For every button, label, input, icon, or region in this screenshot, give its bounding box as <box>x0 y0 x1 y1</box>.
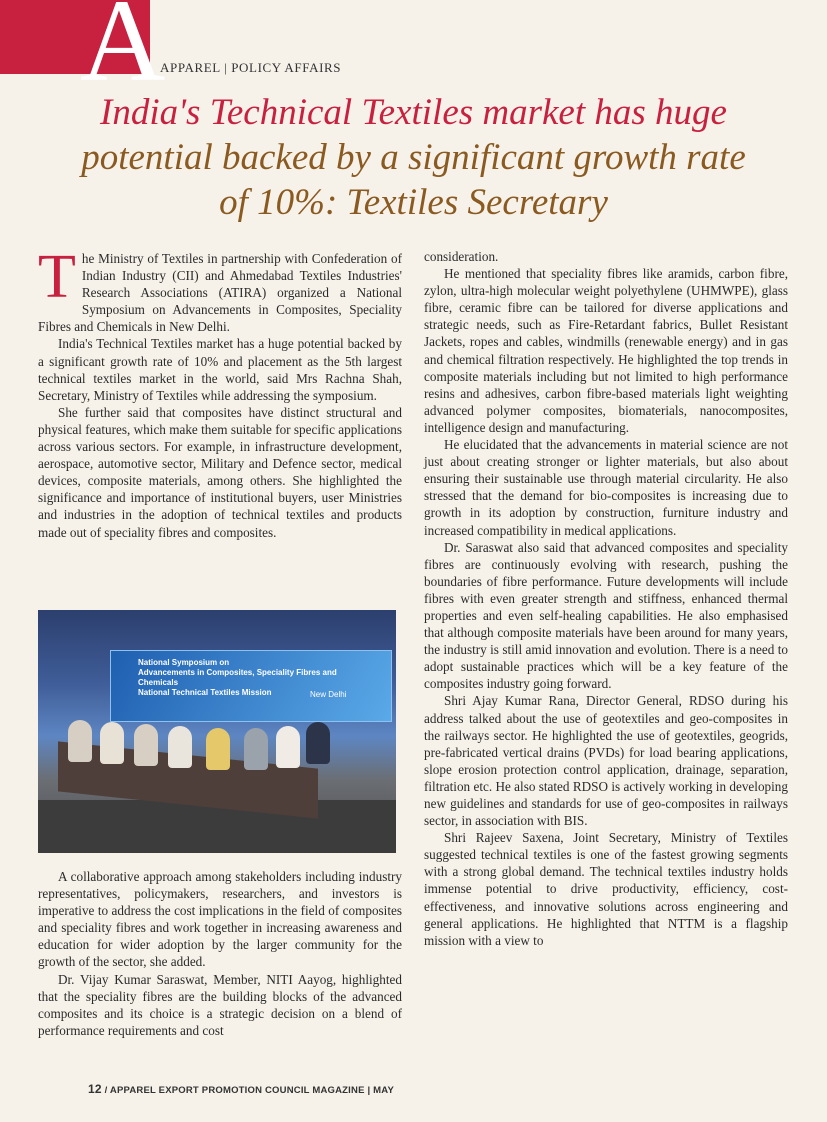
paragraph: He elucidated that the advancements in material science are not just about creating stronger or lighter materials, but also about ensuring their sustainable use through material circularity. He also stressed that the demand for bio-composites is increasing due to growth in its adoption by construction, furniture industry and increased compatibility in medical applications. <box>424 437 788 538</box>
panelist <box>206 728 230 770</box>
headline-line-1: India's Technical Textiles market has huge <box>100 92 727 133</box>
section-label: APPAREL | POLICY AFFAIRS <box>160 60 342 75</box>
drop-cap: T <box>38 243 76 311</box>
banner-line-1: National Symposium on <box>138 658 230 667</box>
article-column-left <box>38 243 402 541</box>
panelist <box>244 728 268 770</box>
section-letter: A <box>80 0 166 106</box>
paragraph: Shri Ajay Kumar Rana, Director General, RDSO during his address talked about the use of geotextiles and geo-composites in the railways sector. He highlighted the use of geotextiles, geogrids, pre-fabricated vertical drains (PVDs) for load bearing applications, slope erosion protection control application, drainage, separation, filtration etc. He also stated RDSO is actively working in developing new guidelines and standards for use of geo-composites in railways sector, in association with BIS. <box>424 693 788 829</box>
headline-line-2: potential backed by a significant growth rate <box>81 137 746 178</box>
event-photo <box>38 610 396 853</box>
panelist <box>68 720 92 762</box>
page-footer <box>88 1082 394 1096</box>
footer-text: / APPAREL EXPORT PROMOTION COUNCIL MAGAZINE | MAY <box>104 1085 394 1096</box>
paragraph: consideration. <box>424 249 499 264</box>
panelist <box>276 726 300 768</box>
paragraph: Dr. Vijay Kumar Saraswat, Member, NITI Aayog, highlighted that the speciality fibres are the building blocks of the advanced composites and its choice is a strategic decision on a blend of performance requirements and cost <box>38 971 402 1038</box>
paragraph: Shri Rajeev Saxena, Joint Secretary, Ministry of Textiles suggested technical textiles is one of the fastest growing segments with a strong global demand. The technical textiles industry holds immense potential to drive productivity, efficiency, cost-effectiveness, and innovative solutions across engineering and general applications. He highlighted that NTTM is a flagship mission with a view to <box>424 830 788 948</box>
banner-line-3: National Technical Textiles Mission <box>138 688 272 697</box>
paragraph: Dr. Saraswat also said that advanced composites and speciality fibres are continuously evolving with research, pushing the boundaries of fibre performance. Future developments will include fibres with even greater strength and stiffness, enhanced thermal properties and even self-healing capabilities. He also emphasised that although composite materials have been around for many years, the industry is still amid innovation and evolution. There is a need to adopt sustainable practices which will be a key feature of the composites industry going forward. <box>424 539 788 692</box>
banner-place: New Delhi <box>310 690 347 699</box>
panelist <box>306 722 330 764</box>
paragraph: he Ministry of Textiles in partnership with Confederation of Indian Industry (CII) and Ahmedabad Textiles Industries' Research Associations (ATIRA) organized a National Symposium on Advancements in Composites, Speciality Fibres and Chemicals in New Delhi. <box>38 251 402 335</box>
headline <box>30 90 797 225</box>
panelist <box>134 724 158 766</box>
banner-line-2: Advancements in Composites, Speciality Fibres and Chemicals <box>138 668 337 687</box>
headline-line-3: of 10%: Textiles Secretary <box>219 182 608 223</box>
article-column-left-lower <box>38 868 402 1039</box>
paragraph: He mentioned that speciality fibres like aramids, carbon fibre, zylon, ultra-high molecular weight polyethylene (UHMWPE), glass fibre, ceramic fibre can be tailored for diverse applications and strategic needs, such as Fire-Retardant fabrics, Bullet Resistant Jackets, ropes and cables, windmills (renewable energy) and in gas and chemical filtration respectively. He highlighted the top trends in composite materials including but not limited to high performance resins and adhesives, carbon fibre-based materials light weighting advanced polymer composites, biomaterials, nanocomposites, intelligence design and manufacturing. <box>424 266 788 435</box>
article-column-right <box>424 248 788 949</box>
paragraph: A collaborative approach among stakeholders including industry representatives, policymakers, researchers, and investors is imperative to address the cost implications in the field of composites and speciality fibres and work together in increasing awareness and education for wider adoption by the larger community for the growth of the sector, she added. <box>38 869 402 970</box>
panelist <box>168 726 192 768</box>
page-number: 12 <box>88 1082 102 1096</box>
panelist <box>100 722 124 764</box>
paragraph: She further said that composites have distinct structural and physical features, which make them suitable for specific applications across various sectors. For example, in infrastructure development, aerospace, automotive sector, Military and Defence sector, medical devices, composite materials, among others. She highlighted the significance and importance of institutional buyers, user Ministries and industries in the adoption of technical textiles and products made out of speciality fibres and composites. <box>38 404 402 540</box>
paragraph: India's Technical Textiles market has a huge potential backed by a significant growth rate of 10% and placement as the 5th largest technical textiles market in the world, said Mrs Rachna Shah, Secretary, Ministry of Textiles while addressing the symposium. <box>38 336 402 403</box>
